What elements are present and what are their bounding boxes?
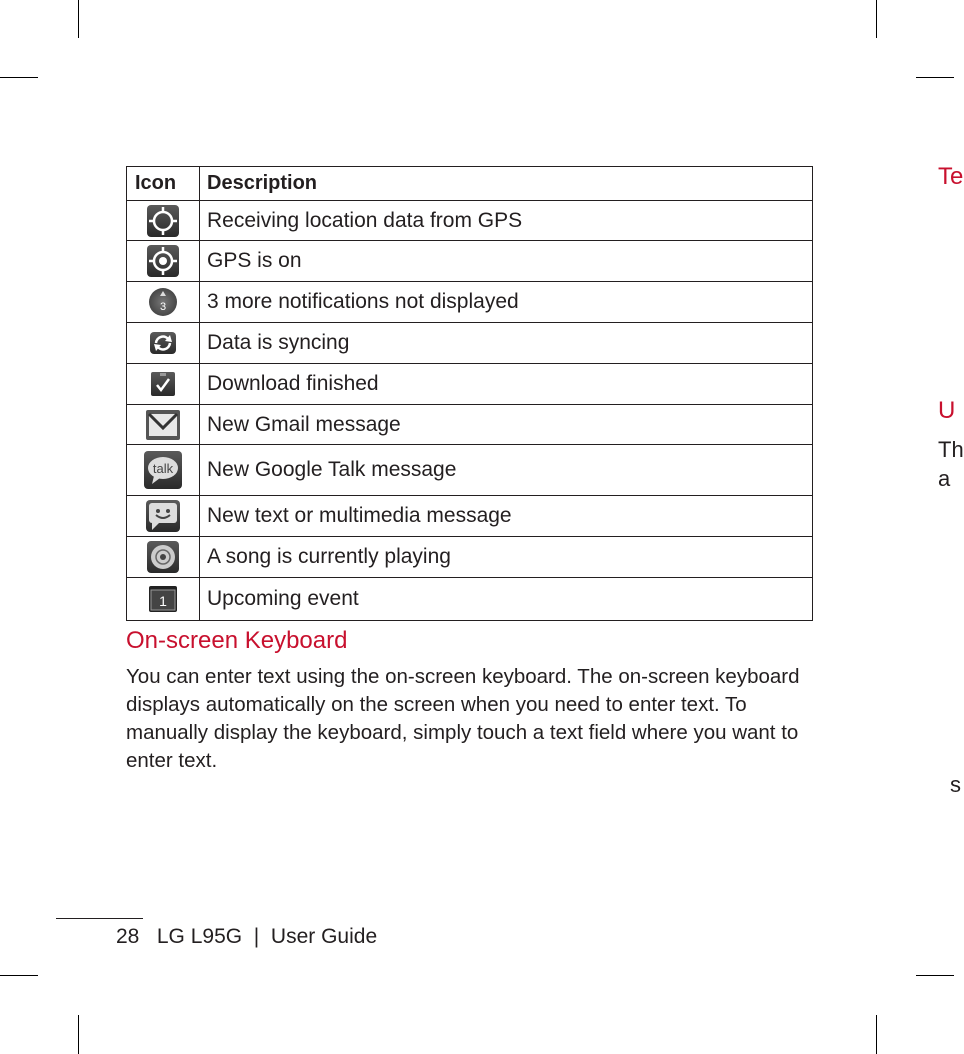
next-page-text: a — [938, 466, 951, 491]
google-talk-icon — [144, 451, 182, 489]
gps-on-icon — [147, 245, 179, 277]
download-finished-icon — [151, 372, 175, 396]
table-row — [127, 445, 813, 496]
header-icon: Icon — [127, 167, 200, 201]
music-playing-icon — [147, 541, 179, 573]
row-description: New Google Talk message — [200, 445, 813, 496]
table-row — [127, 537, 813, 578]
crop-mark — [78, 1015, 79, 1054]
table-header-row — [127, 167, 813, 201]
gmail-icon — [146, 410, 180, 440]
footer-separator: | — [253, 925, 260, 948]
row-description: Upcoming event — [200, 578, 813, 621]
row-description: GPS is on — [200, 241, 813, 282]
crop-mark — [0, 975, 38, 976]
header-description: Description — [200, 167, 813, 201]
crop-mark — [0, 77, 38, 78]
crop-mark — [916, 77, 954, 78]
row-description: New text or multimedia message — [200, 496, 813, 537]
table-row — [127, 496, 813, 537]
row-description: New Gmail message — [200, 405, 813, 445]
calendar-event-icon — [149, 586, 177, 612]
talk-text: talk — [152, 461, 174, 476]
page-footer — [116, 925, 377, 949]
gps-receiving-icon — [147, 205, 179, 237]
guide-title: User Guide — [270, 925, 378, 948]
icon-description-table — [126, 166, 813, 621]
table-row — [127, 201, 813, 241]
crop-mark — [876, 0, 877, 38]
sync-icon — [150, 332, 176, 354]
notif-count: 3 — [159, 301, 167, 313]
crop-mark — [916, 975, 954, 976]
row-description: Receiving location data from GPS — [200, 201, 813, 241]
table-row — [127, 323, 813, 364]
table-row — [127, 405, 813, 445]
crop-mark — [876, 1015, 877, 1054]
crop-mark — [78, 0, 79, 38]
model-name: LG L95G — [156, 925, 243, 948]
footer-rule — [56, 918, 143, 919]
next-page-heading: Te — [938, 163, 964, 190]
section-title: On-screen Keyboard — [126, 627, 348, 654]
more-notifications-icon — [149, 288, 177, 316]
page-number: 28 — [116, 925, 140, 948]
calendar-day: 1 — [159, 593, 167, 609]
row-description: A song is currently playing — [200, 537, 813, 578]
table-row — [127, 578, 813, 621]
table-row — [127, 364, 813, 405]
next-page-heading: U — [938, 397, 956, 424]
row-description: Download finished — [200, 364, 813, 405]
message-icon — [146, 500, 180, 532]
next-page-text: s — [950, 772, 961, 797]
section-body: You can enter text using the on-screen keyboard. The on-screen keyboard displays automatically on the screen when you need to enter text. To manually display the keyboard, simply touch a text field where you want to enter text. — [126, 665, 800, 772]
table-row — [127, 241, 813, 282]
table-row — [127, 282, 813, 323]
row-description: Data is syncing — [200, 323, 813, 364]
next-page-text: Th — [938, 437, 964, 462]
row-description: 3 more notifications not displayed — [200, 282, 813, 323]
